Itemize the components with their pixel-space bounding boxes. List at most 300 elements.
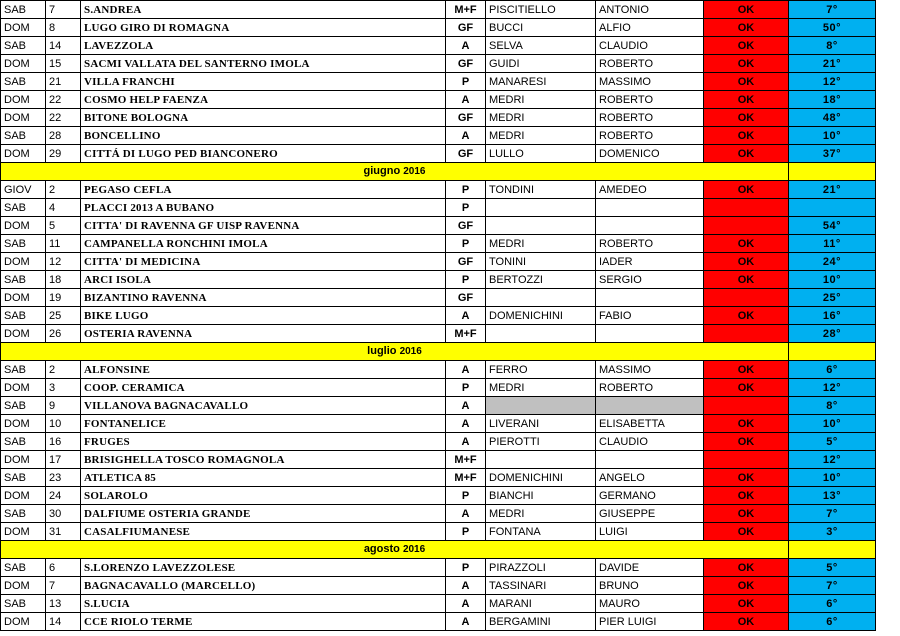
event-name: CAMPANELLA RONCHINI IMOLA	[81, 235, 446, 253]
event-category: GF	[446, 55, 486, 73]
event-day: SAB	[1, 307, 46, 325]
event-day: SAB	[1, 37, 46, 55]
event-name: PLACCI 2013 A BUBANO	[81, 199, 446, 217]
event-day: SAB	[1, 505, 46, 523]
month-filler-cell	[789, 343, 876, 361]
event-status: OK	[704, 271, 789, 289]
event-row	[1, 289, 876, 307]
event-category: P	[446, 271, 486, 289]
contact-firstname: AMEDEO	[596, 181, 704, 199]
event-date: 24	[46, 487, 81, 505]
event-name: PEGASO CEFLA	[81, 181, 446, 199]
event-date: 3	[46, 379, 81, 397]
event-row	[1, 55, 876, 73]
month-header-row	[1, 343, 876, 361]
event-name: S.ANDREA	[81, 1, 446, 19]
contact-firstname: BRUNO	[596, 577, 704, 595]
event-row	[1, 523, 876, 541]
event-row	[1, 37, 876, 55]
edition-number: 18°	[789, 91, 876, 109]
event-name: CCE RIOLO TERME	[81, 613, 446, 631]
contact-surname: MEDRI	[486, 235, 596, 253]
contact-surname: DOMENICHINI	[486, 469, 596, 487]
event-status: OK	[704, 109, 789, 127]
event-row	[1, 415, 876, 433]
event-row	[1, 559, 876, 577]
event-date: 22	[46, 91, 81, 109]
event-day: DOM	[1, 55, 46, 73]
event-date: 15	[46, 55, 81, 73]
event-date: 2	[46, 361, 81, 379]
edition-number: 8°	[789, 397, 876, 415]
contact-firstname: PIER LUIGI	[596, 613, 704, 631]
month-label	[1, 163, 789, 181]
event-day: SAB	[1, 199, 46, 217]
contact-firstname	[596, 199, 704, 217]
event-row	[1, 595, 876, 613]
event-row	[1, 505, 876, 523]
event-name: VILLANOVA BAGNACAVALLO	[81, 397, 446, 415]
edition-number: 6°	[789, 613, 876, 631]
month-header-row	[1, 541, 876, 559]
event-name: BONCELLINO	[81, 127, 446, 145]
event-row	[1, 217, 876, 235]
event-row	[1, 361, 876, 379]
event-day: SAB	[1, 595, 46, 613]
event-date: 7	[46, 577, 81, 595]
event-row	[1, 235, 876, 253]
event-name: COOP. CERAMICA	[81, 379, 446, 397]
event-category: A	[446, 37, 486, 55]
event-status: OK	[704, 235, 789, 253]
event-date: 10	[46, 415, 81, 433]
contact-surname: MARANI	[486, 595, 596, 613]
contact-surname: BERTOZZI	[486, 271, 596, 289]
event-day: DOM	[1, 415, 46, 433]
event-category: GF	[446, 253, 486, 271]
event-name: FRUGES	[81, 433, 446, 451]
event-status	[704, 199, 789, 217]
event-day: SAB	[1, 235, 46, 253]
event-row	[1, 469, 876, 487]
event-day: DOM	[1, 217, 46, 235]
event-day: DOM	[1, 451, 46, 469]
contact-surname: PIRAZZOLI	[486, 559, 596, 577]
edition-number: 10°	[789, 469, 876, 487]
event-day: SAB	[1, 73, 46, 91]
event-category: GF	[446, 145, 486, 163]
edition-number: 7°	[789, 505, 876, 523]
event-row	[1, 19, 876, 37]
event-name: BIZANTINO RAVENNA	[81, 289, 446, 307]
contact-surname: MEDRI	[486, 91, 596, 109]
contact-firstname: GERMANO	[596, 487, 704, 505]
event-name: VILLA FRANCHI	[81, 73, 446, 91]
contact-surname: BERGAMINI	[486, 613, 596, 631]
edition-number: 21°	[789, 55, 876, 73]
event-row	[1, 1, 876, 19]
contact-firstname: ROBERTO	[596, 55, 704, 73]
event-row	[1, 253, 876, 271]
edition-number: 5°	[789, 559, 876, 577]
event-status: OK	[704, 181, 789, 199]
event-date: 22	[46, 109, 81, 127]
edition-number: 10°	[789, 415, 876, 433]
event-date: 25	[46, 307, 81, 325]
event-day: DOM	[1, 145, 46, 163]
event-name: FONTANELICE	[81, 415, 446, 433]
event-name: BRISIGHELLA TOSCO ROMAGNOLA	[81, 451, 446, 469]
event-category: GF	[446, 217, 486, 235]
contact-surname: LIVERANI	[486, 415, 596, 433]
event-date: 7	[46, 1, 81, 19]
edition-number: 3°	[789, 523, 876, 541]
event-row	[1, 451, 876, 469]
event-category: M+F	[446, 469, 486, 487]
month-label	[1, 343, 789, 361]
event-status	[704, 289, 789, 307]
event-status: OK	[704, 55, 789, 73]
contact-firstname: MASSIMO	[596, 73, 704, 91]
edition-number: 12°	[789, 73, 876, 91]
event-category: A	[446, 595, 486, 613]
contact-firstname: ANGELO	[596, 469, 704, 487]
edition-number: 5°	[789, 433, 876, 451]
event-status: OK	[704, 91, 789, 109]
event-row	[1, 109, 876, 127]
event-date: 8	[46, 19, 81, 37]
contact-surname: TONINI	[486, 253, 596, 271]
event-row	[1, 379, 876, 397]
event-day: DOM	[1, 613, 46, 631]
event-date: 16	[46, 433, 81, 451]
contact-firstname: ROBERTO	[596, 235, 704, 253]
event-status: OK	[704, 127, 789, 145]
event-name: CITTA' DI RAVENNA GF UISP RAVENNA	[81, 217, 446, 235]
contact-surname: SELVA	[486, 37, 596, 55]
event-day: SAB	[1, 361, 46, 379]
event-name: SOLAROLO	[81, 487, 446, 505]
edition-number: 13°	[789, 487, 876, 505]
contact-surname: MANARESI	[486, 73, 596, 91]
event-row	[1, 271, 876, 289]
contact-surname: LULLO	[486, 145, 596, 163]
event-category: P	[446, 199, 486, 217]
event-date: 14	[46, 37, 81, 55]
contact-firstname: ROBERTO	[596, 127, 704, 145]
event-status	[704, 451, 789, 469]
event-status	[704, 325, 789, 343]
edition-number: 8°	[789, 37, 876, 55]
contact-surname: FONTANA	[486, 523, 596, 541]
event-status: OK	[704, 613, 789, 631]
event-category: P	[446, 181, 486, 199]
event-status	[704, 397, 789, 415]
event-row	[1, 145, 876, 163]
contact-firstname: DAVIDE	[596, 559, 704, 577]
event-name: ARCI ISOLA	[81, 271, 446, 289]
event-category: A	[446, 415, 486, 433]
event-status: OK	[704, 19, 789, 37]
event-date: 2	[46, 181, 81, 199]
event-status: OK	[704, 253, 789, 271]
event-name: BITONE BOLOGNA	[81, 109, 446, 127]
month-filler-cell	[789, 163, 876, 181]
contact-firstname	[596, 397, 704, 415]
contact-firstname	[596, 217, 704, 235]
event-row	[1, 397, 876, 415]
event-date: 14	[46, 613, 81, 631]
contact-firstname: MAURO	[596, 595, 704, 613]
contact-firstname: ROBERTO	[596, 109, 704, 127]
event-date: 29	[46, 145, 81, 163]
event-category: GF	[446, 109, 486, 127]
month-filler-cell	[789, 541, 876, 559]
event-category: A	[446, 613, 486, 631]
event-name: ATLETICA 85	[81, 469, 446, 487]
contact-firstname: SERGIO	[596, 271, 704, 289]
edition-number: 28°	[789, 325, 876, 343]
event-category: A	[446, 91, 486, 109]
event-name: BAGNACAVALLO (MARCELLO)	[81, 577, 446, 595]
event-date: 13	[46, 595, 81, 613]
event-date: 4	[46, 199, 81, 217]
event-name: CASALFIUMANESE	[81, 523, 446, 541]
edition-number: 37°	[789, 145, 876, 163]
contact-surname: FERRO	[486, 361, 596, 379]
event-row	[1, 487, 876, 505]
event-status: OK	[704, 433, 789, 451]
event-name: COSMO HELP FAENZA	[81, 91, 446, 109]
event-date: 6	[46, 559, 81, 577]
event-row	[1, 127, 876, 145]
contact-firstname	[596, 451, 704, 469]
contact-surname: BIANCHI	[486, 487, 596, 505]
event-date: 11	[46, 235, 81, 253]
event-date: 28	[46, 127, 81, 145]
event-name: DALFIUME OSTERIA GRANDE	[81, 505, 446, 523]
event-category: GF	[446, 289, 486, 307]
event-date: 12	[46, 253, 81, 271]
edition-number: 6°	[789, 361, 876, 379]
event-day: DOM	[1, 577, 46, 595]
event-date: 19	[46, 289, 81, 307]
event-status: OK	[704, 37, 789, 55]
event-status	[704, 217, 789, 235]
event-name: BIKE LUGO	[81, 307, 446, 325]
event-category: A	[446, 577, 486, 595]
event-date: 30	[46, 505, 81, 523]
event-status: OK	[704, 523, 789, 541]
event-status: OK	[704, 505, 789, 523]
contact-firstname: DOMENICO	[596, 145, 704, 163]
month-year: 2016	[399, 346, 422, 357]
event-status: OK	[704, 415, 789, 433]
event-date: 9	[46, 397, 81, 415]
event-day: DOM	[1, 487, 46, 505]
event-category: P	[446, 523, 486, 541]
event-day: DOM	[1, 253, 46, 271]
edition-number: 12°	[789, 379, 876, 397]
edition-number: 11°	[789, 235, 876, 253]
contact-surname	[486, 217, 596, 235]
event-category: P	[446, 487, 486, 505]
event-status: OK	[704, 361, 789, 379]
contact-firstname: ALFIO	[596, 19, 704, 37]
contact-surname	[486, 451, 596, 469]
event-date: 26	[46, 325, 81, 343]
event-category: A	[446, 307, 486, 325]
contact-firstname: CLAUDIO	[596, 37, 704, 55]
edition-number: 12°	[789, 451, 876, 469]
event-status: OK	[704, 595, 789, 613]
contact-firstname: LUIGI	[596, 523, 704, 541]
contact-surname: TASSINARI	[486, 577, 596, 595]
event-row	[1, 91, 876, 109]
event-status: OK	[704, 145, 789, 163]
event-name: LAVEZZOLA	[81, 37, 446, 55]
contact-surname: BUCCI	[486, 19, 596, 37]
contact-surname: TONDINI	[486, 181, 596, 199]
event-name: S.LORENZO LAVEZZOLESE	[81, 559, 446, 577]
event-row	[1, 181, 876, 199]
event-row	[1, 199, 876, 217]
month-name: luglio	[367, 345, 397, 357]
contact-surname	[486, 289, 596, 307]
contact-surname	[486, 199, 596, 217]
edition-number: 48°	[789, 109, 876, 127]
event-day: DOM	[1, 289, 46, 307]
contact-surname	[486, 397, 596, 415]
edition-number: 24°	[789, 253, 876, 271]
event-row	[1, 73, 876, 91]
edition-number: 10°	[789, 271, 876, 289]
edition-number: 6°	[789, 595, 876, 613]
event-status: OK	[704, 379, 789, 397]
event-day: DOM	[1, 91, 46, 109]
contact-surname: GUIDI	[486, 55, 596, 73]
event-category: A	[446, 361, 486, 379]
event-status: OK	[704, 307, 789, 325]
edition-number: 21°	[789, 181, 876, 199]
event-row	[1, 613, 876, 631]
edition-number: 50°	[789, 19, 876, 37]
event-category: M+F	[446, 451, 486, 469]
contact-firstname: ROBERTO	[596, 91, 704, 109]
contact-firstname: ANTONIO	[596, 1, 704, 19]
contact-firstname: ELISABETTA	[596, 415, 704, 433]
event-date: 23	[46, 469, 81, 487]
contact-firstname: FABIO	[596, 307, 704, 325]
event-day: DOM	[1, 523, 46, 541]
event-name: SACMI VALLATA DEL SANTERNO IMOLA	[81, 55, 446, 73]
month-year: 2016	[402, 544, 426, 555]
event-category: P	[446, 73, 486, 91]
edition-number: 7°	[789, 1, 876, 19]
contact-firstname: ROBERTO	[596, 379, 704, 397]
event-category: A	[446, 505, 486, 523]
event-day: GIOV	[1, 181, 46, 199]
event-date: 18	[46, 271, 81, 289]
event-day: SAB	[1, 433, 46, 451]
contact-firstname: GIUSEPPE	[596, 505, 704, 523]
event-name: LUGO GIRO DI ROMAGNA	[81, 19, 446, 37]
event-status: OK	[704, 577, 789, 595]
event-category: A	[446, 433, 486, 451]
contact-surname: MEDRI	[486, 127, 596, 145]
edition-number: 10°	[789, 127, 876, 145]
event-category: GF	[446, 19, 486, 37]
contact-firstname: CLAUDIO	[596, 433, 704, 451]
event-day: DOM	[1, 325, 46, 343]
contact-firstname	[596, 325, 704, 343]
event-day: SAB	[1, 469, 46, 487]
event-date: 21	[46, 73, 81, 91]
contact-firstname: IADER	[596, 253, 704, 271]
event-status: OK	[704, 469, 789, 487]
event-row	[1, 577, 876, 595]
event-category: P	[446, 559, 486, 577]
edition-number: 54°	[789, 217, 876, 235]
edition-number	[789, 199, 876, 217]
contact-surname: MEDRI	[486, 379, 596, 397]
event-category: P	[446, 379, 486, 397]
month-name: giugno	[363, 165, 401, 177]
contact-firstname	[596, 289, 704, 307]
month-header-row	[1, 163, 876, 181]
event-name: ALFONSINE	[81, 361, 446, 379]
contact-surname: MEDRI	[486, 109, 596, 127]
contact-surname: DOMENICHINI	[486, 307, 596, 325]
month-name: agosto	[363, 543, 400, 555]
event-category: A	[446, 127, 486, 145]
event-name: S.LUCIA	[81, 595, 446, 613]
event-date: 5	[46, 217, 81, 235]
event-row	[1, 433, 876, 451]
month-year: 2016	[403, 166, 426, 177]
event-date: 31	[46, 523, 81, 541]
event-status: OK	[704, 1, 789, 19]
event-category: P	[446, 235, 486, 253]
contact-surname: MEDRI	[486, 505, 596, 523]
event-status: OK	[704, 559, 789, 577]
event-category: M+F	[446, 325, 486, 343]
event-day: SAB	[1, 1, 46, 19]
event-row	[1, 325, 876, 343]
event-name: CITTA' DI MEDICINA	[81, 253, 446, 271]
event-status: OK	[704, 487, 789, 505]
event-day: SAB	[1, 271, 46, 289]
edition-number: 25°	[789, 289, 876, 307]
event-row	[1, 307, 876, 325]
event-day: SAB	[1, 397, 46, 415]
event-name: CITTÁ DI LUGO PED BIANCONERO	[81, 145, 446, 163]
event-category: A	[446, 397, 486, 415]
contact-firstname: MASSIMO	[596, 361, 704, 379]
contact-surname	[486, 325, 596, 343]
edition-number: 16°	[789, 307, 876, 325]
event-day: DOM	[1, 109, 46, 127]
edition-number: 7°	[789, 577, 876, 595]
event-category: M+F	[446, 1, 486, 19]
event-day: SAB	[1, 127, 46, 145]
event-day: DOM	[1, 19, 46, 37]
event-day: SAB	[1, 559, 46, 577]
contact-surname: PIEROTTI	[486, 433, 596, 451]
month-label	[1, 541, 789, 559]
event-name: OSTERIA RAVENNA	[81, 325, 446, 343]
event-status: OK	[704, 73, 789, 91]
